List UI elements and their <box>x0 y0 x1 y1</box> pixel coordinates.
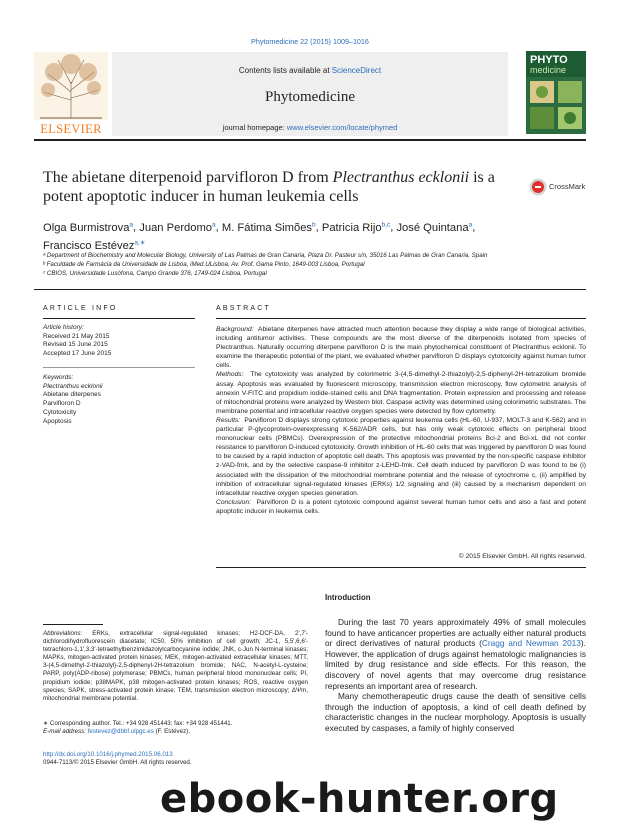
title-part2: is a potent apoptotic inducer in human leukemia cells <box>43 169 495 205</box>
abstract-body <box>216 325 586 516</box>
sciencedirect-link[interactable]: ScienceDirect <box>331 66 382 75</box>
keywords-label: Keywords: <box>43 374 74 381</box>
citation-link[interactable]: Cragg and Newman 2013 <box>481 638 581 649</box>
history-label: Article history: <box>43 324 84 331</box>
history-accepted: Accepted 17 June 2015 <box>43 350 112 358</box>
footnote-rule <box>43 624 103 625</box>
watermark-text: ebook-hunter.org <box>160 776 559 822</box>
affiliation-rule <box>34 289 586 290</box>
cover-subtitle: medicine <box>530 65 567 75</box>
journal-reference[interactable]: Phytomedicine 22 (2015) 1009–1016 <box>251 37 369 46</box>
contents-prefix: Contents lists available at <box>238 66 332 75</box>
article-history <box>43 324 193 359</box>
author[interactable]: Francisco Estévez$^{a,∗}$ <box>43 239 146 253</box>
abstract-results: Results: Parvifloron D displays strong cytotoxic properties against leukemia cells (HL-60, U-937, MOLT-3 and K-562) and in particular P-glycoprotein-overexpressing K-562/ADR cells, but has only weak cytotoxic effects on peripheral blood mononuclear cells (PBMCs). Overexpression of the protective mitochondrial proteins Bcl-2 and Bcl-xL did not confer resistance to parvifloron D-induced cytotoxicity. Growth inhibition of HL-60 cells that was triggered by parvifloron D was found to be caused by a rapid induction of apoptotic cell death. This apoptosis was prevented by the non-specific caspase inhibitor z-VAD-fmk, and by the selective caspase-9 inhibitor z-LEHD-fmk. Cell death induced by parvifloron D was found to be (i) associated with the dissipation of the mitochondrial membrane potential and the release of cytochrome c, (ii) amplified by inhibition of extracellular signal-regulated kinases (ERKs) 1/2 signaling and (iii) caused by a mechanism dependent on intracellular reactive oxygen species generation. <box>216 416 586 497</box>
info-separator <box>43 367 195 368</box>
history-received: Received 21 May 2015 <box>43 332 110 340</box>
crossmark-label: CrossMark <box>549 182 586 191</box>
journal-cover-image <box>526 51 586 134</box>
corresponding-author: ∗ Corresponding author. Tel.: +34 928 451443; fax: +34 928 451441. E-mail address: festevez@dbbf.ulpgc.es (F. Estévez). <box>43 720 233 736</box>
title-part1: The abietane diterpenoid parvifloron D from <box>43 169 333 186</box>
cover-plant-illustration <box>526 77 586 134</box>
keyword[interactable]: Plectranthus ecklonii <box>43 382 103 390</box>
intro-paragraph-2: Many chemotherapeutic drugs cause the death of sensitive cells through the induction of apoptosis, a kind of cell death defined by characteristic changes in the nuclear morphology. Apoptosis is usually executed by caspases, a family of highly conserved <box>325 691 586 733</box>
email-link[interactable]: festevez@dbbf.ulpgc.es <box>87 728 154 736</box>
homepage-prefix: journal homepage: <box>222 123 287 132</box>
issn-line: 0944-7113/© 2015 Elsevier GmbH. All rights reserved. <box>43 759 192 767</box>
doi-link[interactable]: http://dx.doi.org/10.1016/j.phymed.2015.06.013 <box>43 751 173 758</box>
keyword[interactable]: Apoptosis <box>43 417 72 425</box>
author[interactable]: Juan Perdomo$^a$ <box>139 221 216 234</box>
introduction-heading: Introduction <box>325 593 371 602</box>
homepage-link[interactable]: www.elsevier.com/locate/phymed <box>286 123 398 132</box>
abstract-conclusion: Conclusion: Parvifloron D is a potent cytotoxic compound against several human tumor cells and also a fast and potent apoptotic inducer in leukemia cells. <box>216 498 586 515</box>
crossmark-icon <box>529 178 547 196</box>
header-rule <box>34 139 586 141</box>
keyword[interactable]: Cytotoxicity <box>43 408 77 416</box>
abstract-methods: Methods: The cytotoxicity was analyzed by colorimetric 3-(4,5-dimethyl-2-thiazolyl)-2,5-diphenyl-2H-tetrazolium bromide assay. Apoptosis was evaluated by fluorescent microscopy, transmission electron microscopy, flow cytometric analysis of annexin V-FITC and propidium iodide-stained cells and DNA fragmentation. Protein expression and processing and release of mitochondrial proteins were analyzed by Western blot. Caspase activity was determined using colorimetric substrates. The membrane potential and intracellular reactive oxygen species were detected by flow cytometry. <box>216 371 586 415</box>
abstract-copyright: © 2015 Elsevier GmbH. All rights reserved. <box>458 553 586 560</box>
journal-title: Phytomedicine <box>265 89 355 105</box>
history-revised: Revised 15 June 2015 <box>43 341 108 349</box>
cover-title: PHYTO <box>530 54 568 66</box>
affiliation: ᵃ Department of Biochemistry and Molecular Biology, University of Las Palmas de Gran Canaria, Plaza Dr. Pasteur s/n, 35016 Las Palmas de Gran Canaria, Spain <box>43 252 488 259</box>
abbreviations-footnote: Abbreviations: ERKs, extracellular signal-regulated kinases; H2-DCF-DA, 2′,7′-dichlorodihydrofluorescein diacetate; IC50, 50% inhibition of cell growth; JC-1, 5,5′,6,6′-tetrachloro-1,1′,3,3′-tetraethylbenzimidazolylcarbocyanine iodide; JNK, c-Jun N-terminal kinases; MAPKs, mitogen-activated protein kinases; MEK, mitogen-activated extracellular kinases; MTT, 3-(4,5-dimethyl-2-thiazolyl)-2,5-diphenyl-2H-tetrazolium bromide; NAC, N-acetyl-L-cysteine; PARP, poly(ADP-ribose) polymerase; PBMCs, human peripheral blood mononuclear cells; PI, propidium iodide; p38MAPK, p38 mitogen-activated protein kinases; ROS, reactive oxygen species; SAPK, stress-activated protein kinase; TEM, transmission electron microscopy; ΔΨm, mitochondrial membrane potential. <box>43 630 308 702</box>
author[interactable]: Patricia Rijo$^{b,c}$ <box>321 221 391 234</box>
intro-paragraph-1: During the last 70 years approximately 49% of small molecules found to have anticancer properties are actually either natural products or direct derivatives of natural products (Cragg and Newman 2013). However, the application of drugs against hematologic malignancies is limited by drug resistance and side effects. For this reason, the discovery of novel agents that may overcome drug resistance represents an important area of research. <box>325 617 586 691</box>
affiliation: ᵇ Faculdade de Farmácia da Universidade de Lisboa, iMed.ULisboa, Av. Prof. Gama Pinto, 1649-003 Lisboa, Portugal <box>43 261 365 268</box>
keyword[interactable]: Parvifloron D <box>43 400 81 408</box>
abstract-bottom-rule <box>216 567 586 568</box>
article-title <box>43 168 503 206</box>
contents-line <box>112 66 508 75</box>
abstract-heading: ABSTRACT <box>216 305 271 312</box>
title-species: Plectranthus ecklonii <box>332 169 470 186</box>
author[interactable]: M. Fátima Simões$^b$ <box>221 221 316 234</box>
introduction-body <box>325 617 586 734</box>
author[interactable]: José Quintana$^a$ <box>396 221 473 234</box>
publisher-wordmark: ELSEVIER <box>40 122 102 136</box>
article-info-heading: ARTICLE INFO <box>43 305 118 312</box>
author-list: Olga Burmistrova$^a$, Juan Perdomo$^a$, M. Fátima Simões$^b$, Patricia Rijo$^{b,c}$, José Quintana$^a$, Francisco Estévez$^{a,∗}$ <box>43 221 476 253</box>
info-rule <box>43 318 195 319</box>
keyword[interactable]: Abietane diterpenes <box>43 391 101 399</box>
crossmark-badge[interactable] <box>529 178 591 196</box>
doi-block <box>43 751 308 767</box>
keywords-block <box>43 374 193 426</box>
homepage-line <box>112 123 508 132</box>
abstract-background: Background: Abietane diterpenes have attracted much attention because they display a wide range of biological activities, including antitumor activities. These compounds are the most diverse of the diterpenoids isolated from species of Plectranthus. Naturally occurring diterpene parvifloron D is the main phytochemical constituent of Plectranthus ecklonii. To examine the therapeutic potential of the plant, we evaluated whether parvifloron D displays cytotoxicity against human tumor cells. <box>216 326 586 370</box>
abstract-rule <box>216 318 586 319</box>
affiliation: ᶜ CBIOS, Universidade Lusófona, Campo Grande 376, 1749-024 Lisboa, Portugal <box>43 270 267 277</box>
author[interactable]: Olga Burmistrova$^a$ <box>43 221 134 234</box>
